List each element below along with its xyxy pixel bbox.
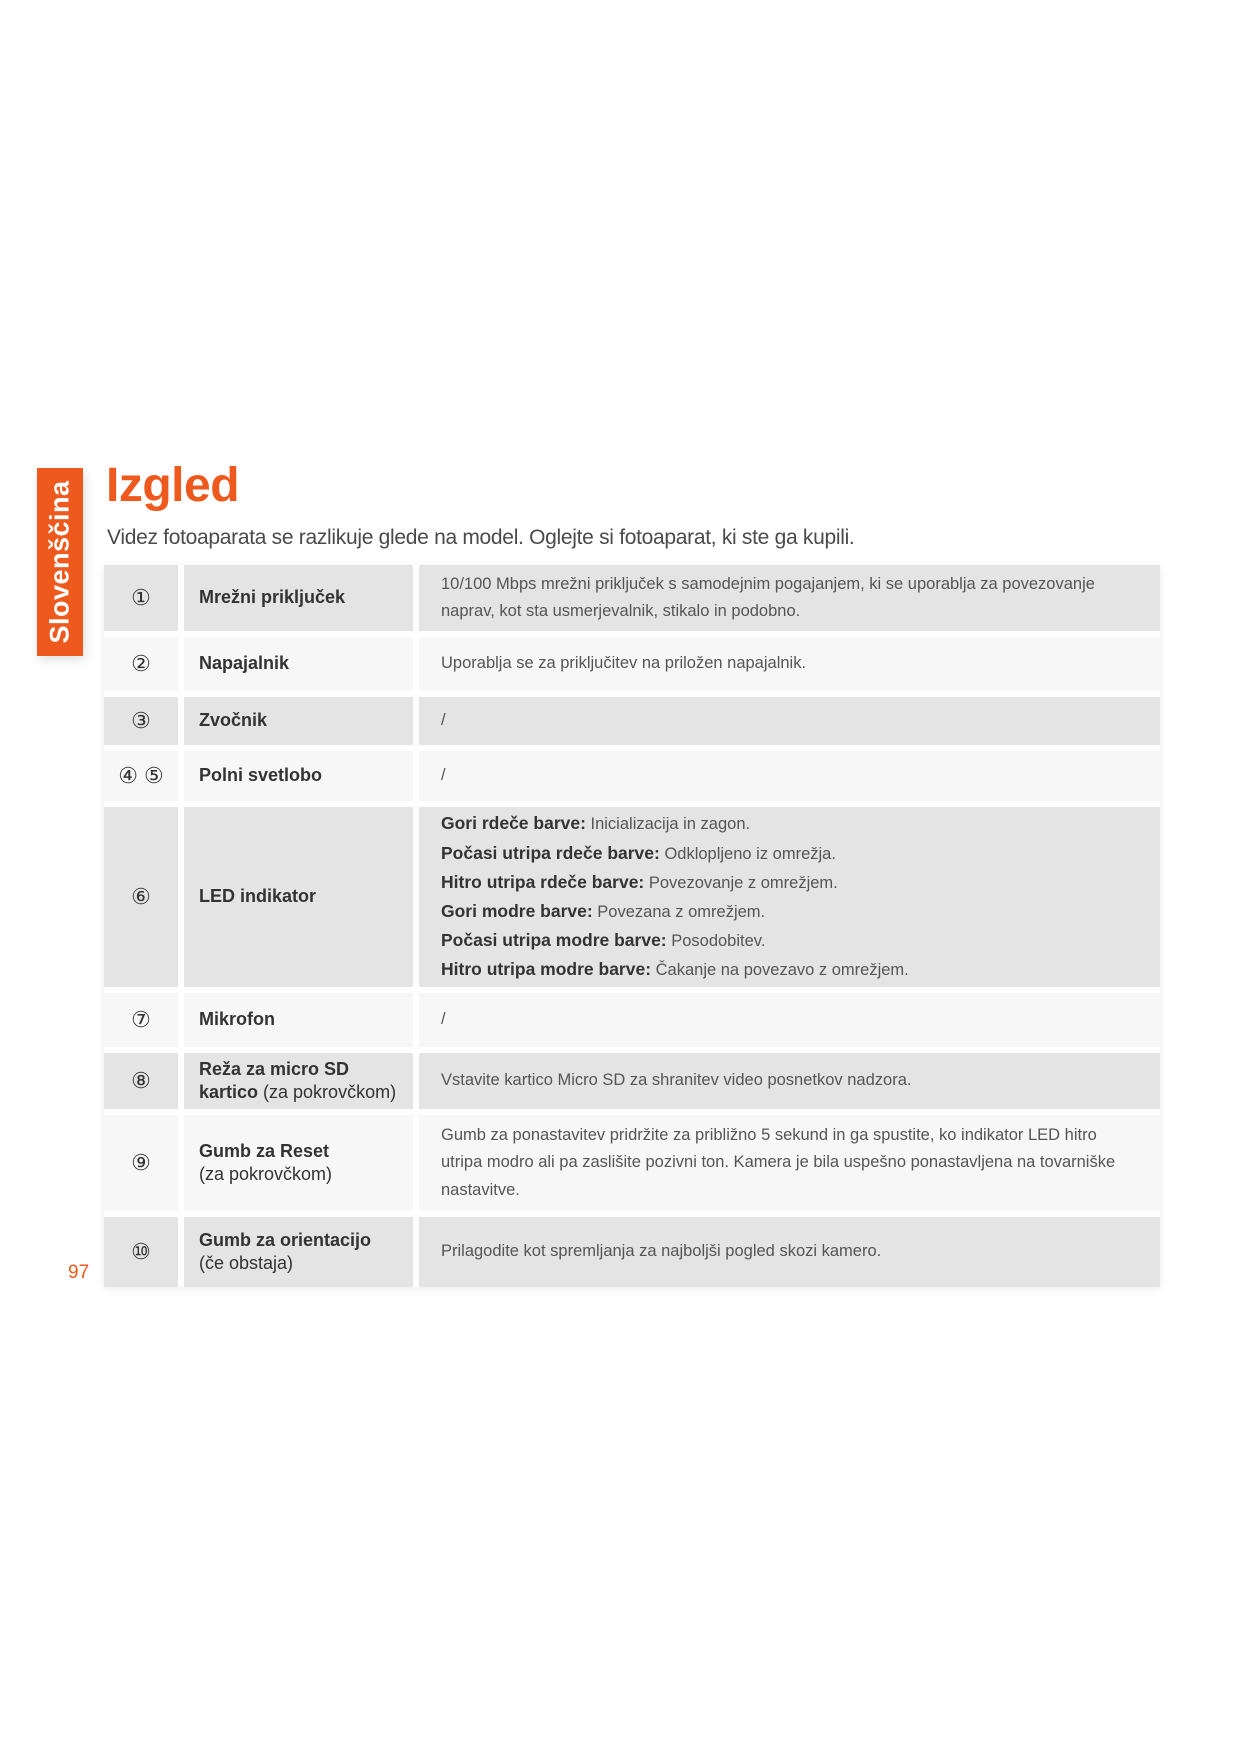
- part-name: Gumb za Reset (za pokrovčkom): [184, 1115, 419, 1217]
- page-subtitle: Videz fotoaparata se razlikuje glede na model. Oglejte si fotoaparat, ki ste ga kupili.: [107, 526, 855, 549]
- table-row: [104, 1115, 1160, 1217]
- part-name: Zvočnik: [199, 710, 268, 731]
- table-row: [104, 1053, 1160, 1115]
- part-name: Mrežni priključek: [199, 587, 346, 608]
- part-name: LED indikator: [199, 886, 317, 907]
- table-row: [104, 993, 1160, 1053]
- led-status-line: Gori rdeče barve: Inicializacija in zagon.: [441, 813, 751, 834]
- part-number: ③: [104, 697, 184, 751]
- part-description: 10/100 Mbps mrežni priključek s samodejnim pogajanjem, ki se uporablja za povezovanje naprav, kot sta usmerjevalnik, stikalo in podobno.: [419, 565, 1160, 637]
- part-name: Reža za micro SD kartico (za pokrovčkom): [184, 1053, 419, 1115]
- led-status-line: Hitro utripa modre barve: Čakanje na povezavo z omrežjem.: [441, 959, 909, 980]
- table-row: [104, 807, 1160, 993]
- part-number: ⑧: [104, 1053, 184, 1115]
- part-description: Uporablja se za priključitev na priložen napajalnik.: [419, 637, 1160, 697]
- part-number: ⑥: [104, 807, 184, 993]
- table-row: [104, 1217, 1160, 1287]
- led-status-line: Počasi utripa rdeče barve: Odklopljeno iz omrežja.: [441, 842, 836, 863]
- page-number: 97: [68, 1262, 90, 1283]
- led-status-line: Gori modre barve: Povezana z omrežjem.: [441, 901, 766, 921]
- part-number: ②: [104, 637, 184, 697]
- language-tab: [37, 468, 83, 656]
- table-row: [104, 697, 1160, 751]
- part-description: Gumb za ponastavitev pridržite za približno 5 sekund in ga spustite, ko indikator LED hitro utripa modro ali pa zaslišite pozivni ton. Kamera je bila uspešno ponastavljena na tovarniške nastavitve.: [419, 1115, 1160, 1217]
- part-description: Vstavite kartico Micro SD za shranitev video posnetkov nadzora.: [419, 1053, 1160, 1115]
- part-description: /: [419, 751, 1160, 807]
- led-status-line: Hitro utripa rdeče barve: Povezovanje z omrežjem.: [441, 871, 838, 892]
- part-description: /: [419, 697, 1160, 751]
- table-row: [104, 751, 1160, 807]
- part-name: Mikrofon: [199, 1009, 275, 1030]
- language-tab-label: Slovenščina: [44, 480, 75, 644]
- led-status-list: [419, 807, 1160, 993]
- table-row: [104, 565, 1160, 637]
- part-name: Polni svetlobo: [199, 765, 323, 786]
- led-status-line: Počasi utripa modre barve: Posodobitev.: [441, 930, 766, 951]
- page-title: Izgled: [106, 459, 240, 512]
- part-description: Prilagodite kot spremljanja za najboljši pogled skozi kamero.: [419, 1217, 1160, 1287]
- part-name: Napajalnik: [199, 653, 290, 674]
- part-number: ④ ⑤: [104, 751, 184, 807]
- table-row: [104, 637, 1160, 697]
- part-description: /: [419, 993, 1160, 1053]
- parts-table: [104, 565, 1160, 1287]
- part-number: ⑩: [104, 1217, 184, 1287]
- part-number: ①: [104, 565, 184, 637]
- part-number: ⑦: [104, 993, 184, 1053]
- part-number: ⑨: [104, 1115, 184, 1217]
- part-name: Gumb za orientacijo (če obstaja): [184, 1217, 419, 1287]
